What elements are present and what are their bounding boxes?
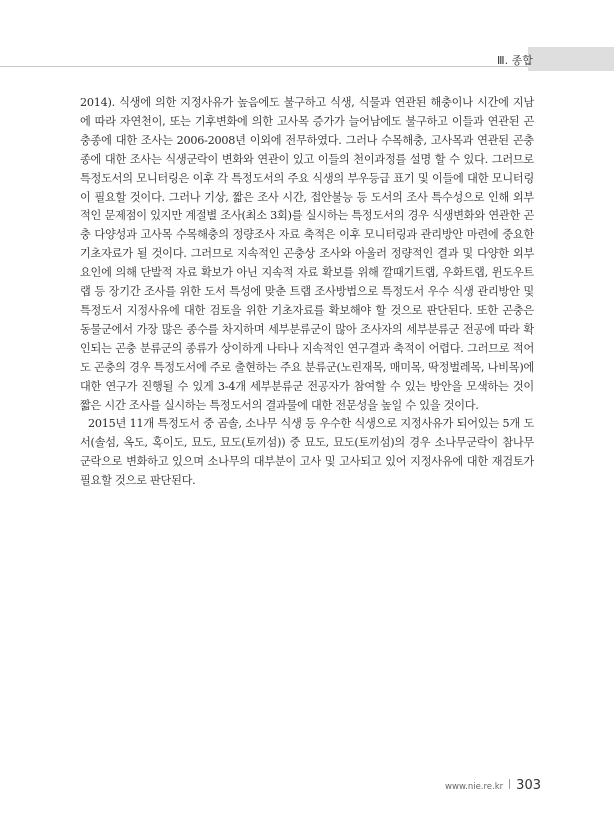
footer-separator <box>509 779 510 789</box>
paragraph-2: 2015년 11개 특정도서 중 곰솔, 소나무 식생 등 우수한 식생으로 지정사유가 되어있는 5개 도서(솔섬, 옥도, 혹이도, 묘도, 묘도(토끼섬)) 중 묘도, 묘도(토끼섬)의 경우 소나무군락이 참나무군락으로 변화하고 있으며 소나무의 대부분이 고사 및 고사되고 있어 지정사유에 대한 재검토가 필요할 것으로 판단된다. <box>80 417 534 488</box>
footer <box>445 778 541 793</box>
section-tab <box>528 47 614 71</box>
paragraph-1: 2014). 식생에 의한 지정사유가 높음에도 불구하고 식생, 식물과 연관된 해충이나 시간에 지남에 따라 자연천이, 또는 기후변화에 의한 고사목 증가가 늘어남에도 불구하고 이들과 연관된 곤충종에 대한 조사는 2006-2008년 이외에 전무하였다. 그러나 수목해충, 고사목과 연관된 곤충종에 대한 조사는 식생군락이 변화와 연관이 있고 이들의 천이과정를 설명 할 수 있다. 그러므로 특정도서의 모니터링은 이후 각 특정도서의 주요 식생의 부우등급 표기 및 이들에 대한 모니터링이 필요할 것이다. 그러나 기상, 짧은 조사 시간, 접안불능 등 도서의 조사 특수성으로 인해 외부적인 문제점이 있지만 계절별 조사(최소 3회)를 실시하는 특정도서의 경우 식생변화와 연관한 곤충 다양성과 고사목 수목해충의 정량조사 자료 축적은 이후 모니터링과 관리방안 마련에 중요한 기초자료가 될 것이다. 그러므로 지속적인 곤충상 조사와 아울러 정량적인 결과 및 다양한 외부요인에 의해 단발적 자료 확보가 아닌 지속적 자료 확보를 위해 깔때기트랩, 우화트랩, 윈도우트랩 등 장기간 조사를 위한 도서 특성에 맞춘 트랩 조사방법으로 특정도서 우수 식생 관리방안 및 특정도서 지정사유에 대한 검토을 위한 기초자료를 확보해야 할 것으로 판단된다. 또한 곤충은 동물군에서 가장 많은 종수를 차지하며 세부분류군이 많아 조사자의 세부분류군 전공에 따라 확인되는 곤충 분류군의 종류가 상이하게 나타나 지속적인 연구결과 축적이 어렵다. 그러므로 적어도 곤충의 경우 특정도서에 주로 출현하는 주요 분류군(노린재목, 매미목, 딱정벌레목, 나비목)에 대한 연구가 진행될 수 있게 3-4개 세부분류군 전공자가 참여할 수 있는 방안을 모색하는 것이 짧은 시간 조사를 실시하는 특정도서의 결과물에 대한 전문성을 높일 수 있을 것이다. <box>80 96 534 412</box>
body-text <box>80 94 534 491</box>
footer-url: www.nie.re.kr <box>445 782 504 792</box>
page-number: 303 <box>516 778 541 793</box>
section-label: Ⅲ. 종합 <box>497 54 533 67</box>
